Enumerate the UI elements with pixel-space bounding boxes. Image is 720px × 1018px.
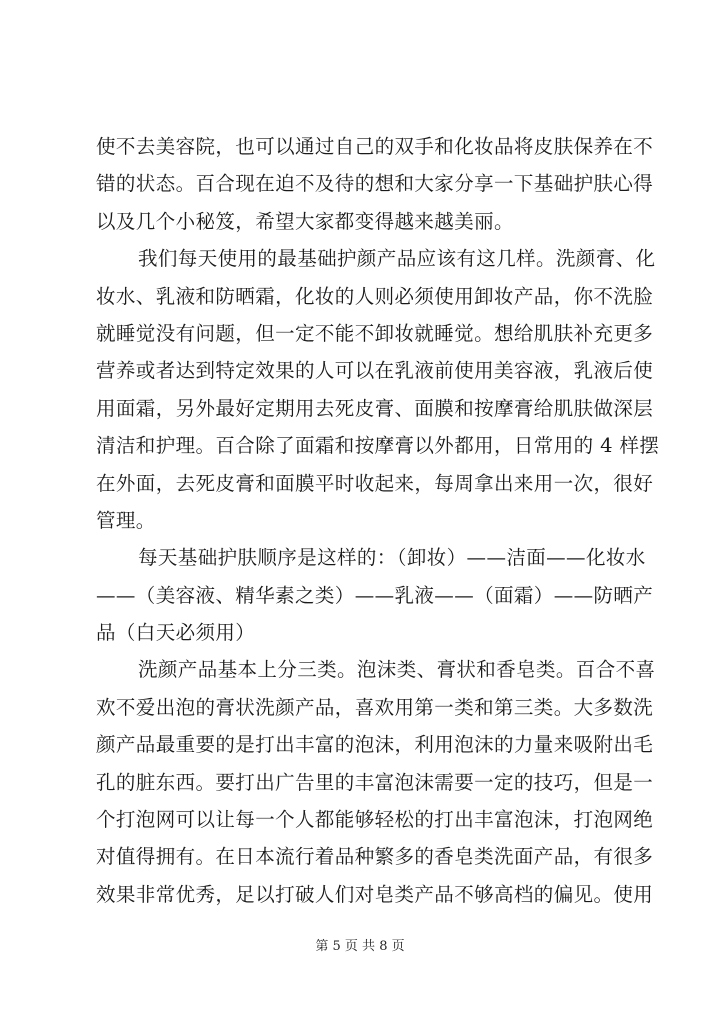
text-line: 营养或者达到特定效果的人可以在乳液前使用美容液，乳液后使 — [96, 359, 654, 383]
text-line: 用面霜，另外最好定期用去死皮膏、面膜和按摩膏给肌肤做深层 — [96, 396, 654, 420]
text-line: 以及几个小秘笈，希望大家都变得越来越美丽。 — [96, 209, 514, 233]
text-line: 清洁和护理。百合除了面霜和按摩膏以外都用，日常用的 4 样摆 — [96, 434, 660, 458]
text-line: 欢不爱出泡的膏状洗颜产品，喜欢用第一类和第三类。大多数洗 — [96, 695, 654, 719]
text-line: 效果非常优秀，足以打破人们对皂类产品不够高档的偏见。使用 — [96, 882, 654, 906]
text-line: 颜产品最重要的是打出丰富的泡沫，利用泡沫的力量来吸附出毛 — [96, 733, 654, 757]
text-line: 我们每天使用的最基础护颜产品应该有这几样。洗颜膏、化 — [138, 247, 656, 271]
text-line: 对值得拥有。在日本流行着品种繁多的香皂类洗面产品，有很多 — [96, 845, 654, 869]
text-line: 错的状态。百合现在迫不及待的想和大家分享一下基础护肤心得 — [96, 172, 654, 196]
page-footer: 第 5 页 共 8 页 — [315, 939, 405, 954]
text-line: 妆水、乳液和防晒霜，化妆的人则必须使用卸妆产品，你不洗脸 — [96, 284, 654, 308]
text-line: 孔的脏东西。要打出广告里的丰富泡沫需要一定的技巧，但是一 — [96, 770, 654, 794]
text-line: 在外面，去死皮膏和面膜平时收起来，每周拿出来用一次，很好 — [96, 471, 654, 495]
text-line: 洗颜产品基本上分三类。泡沫类、膏状和香皂类。百合不喜 — [138, 658, 656, 682]
text-line: 使不去美容院，也可以通过自己的双手和化妆品将皮肤保养在不 — [96, 135, 654, 158]
text-line: ——（美容液、精华素之类）——乳液——（面霜）——防晒产 — [96, 583, 654, 607]
body-text — [96, 128, 660, 913]
text-line: 就睡觉没有问题，但一定不能不卸妆就睡觉。想给肌肤补充更多 — [96, 321, 654, 345]
text-line: 管理。 — [96, 508, 156, 532]
text-line: 品（白天必须用） — [96, 621, 256, 645]
text-line: 每天基础护肤顺序是这样的：（卸妆）——洁面——化妆水 — [138, 546, 646, 570]
text-line: 个打泡网可以让每一个人都能够轻松的打出丰富泡沫，打泡网绝 — [96, 808, 654, 832]
